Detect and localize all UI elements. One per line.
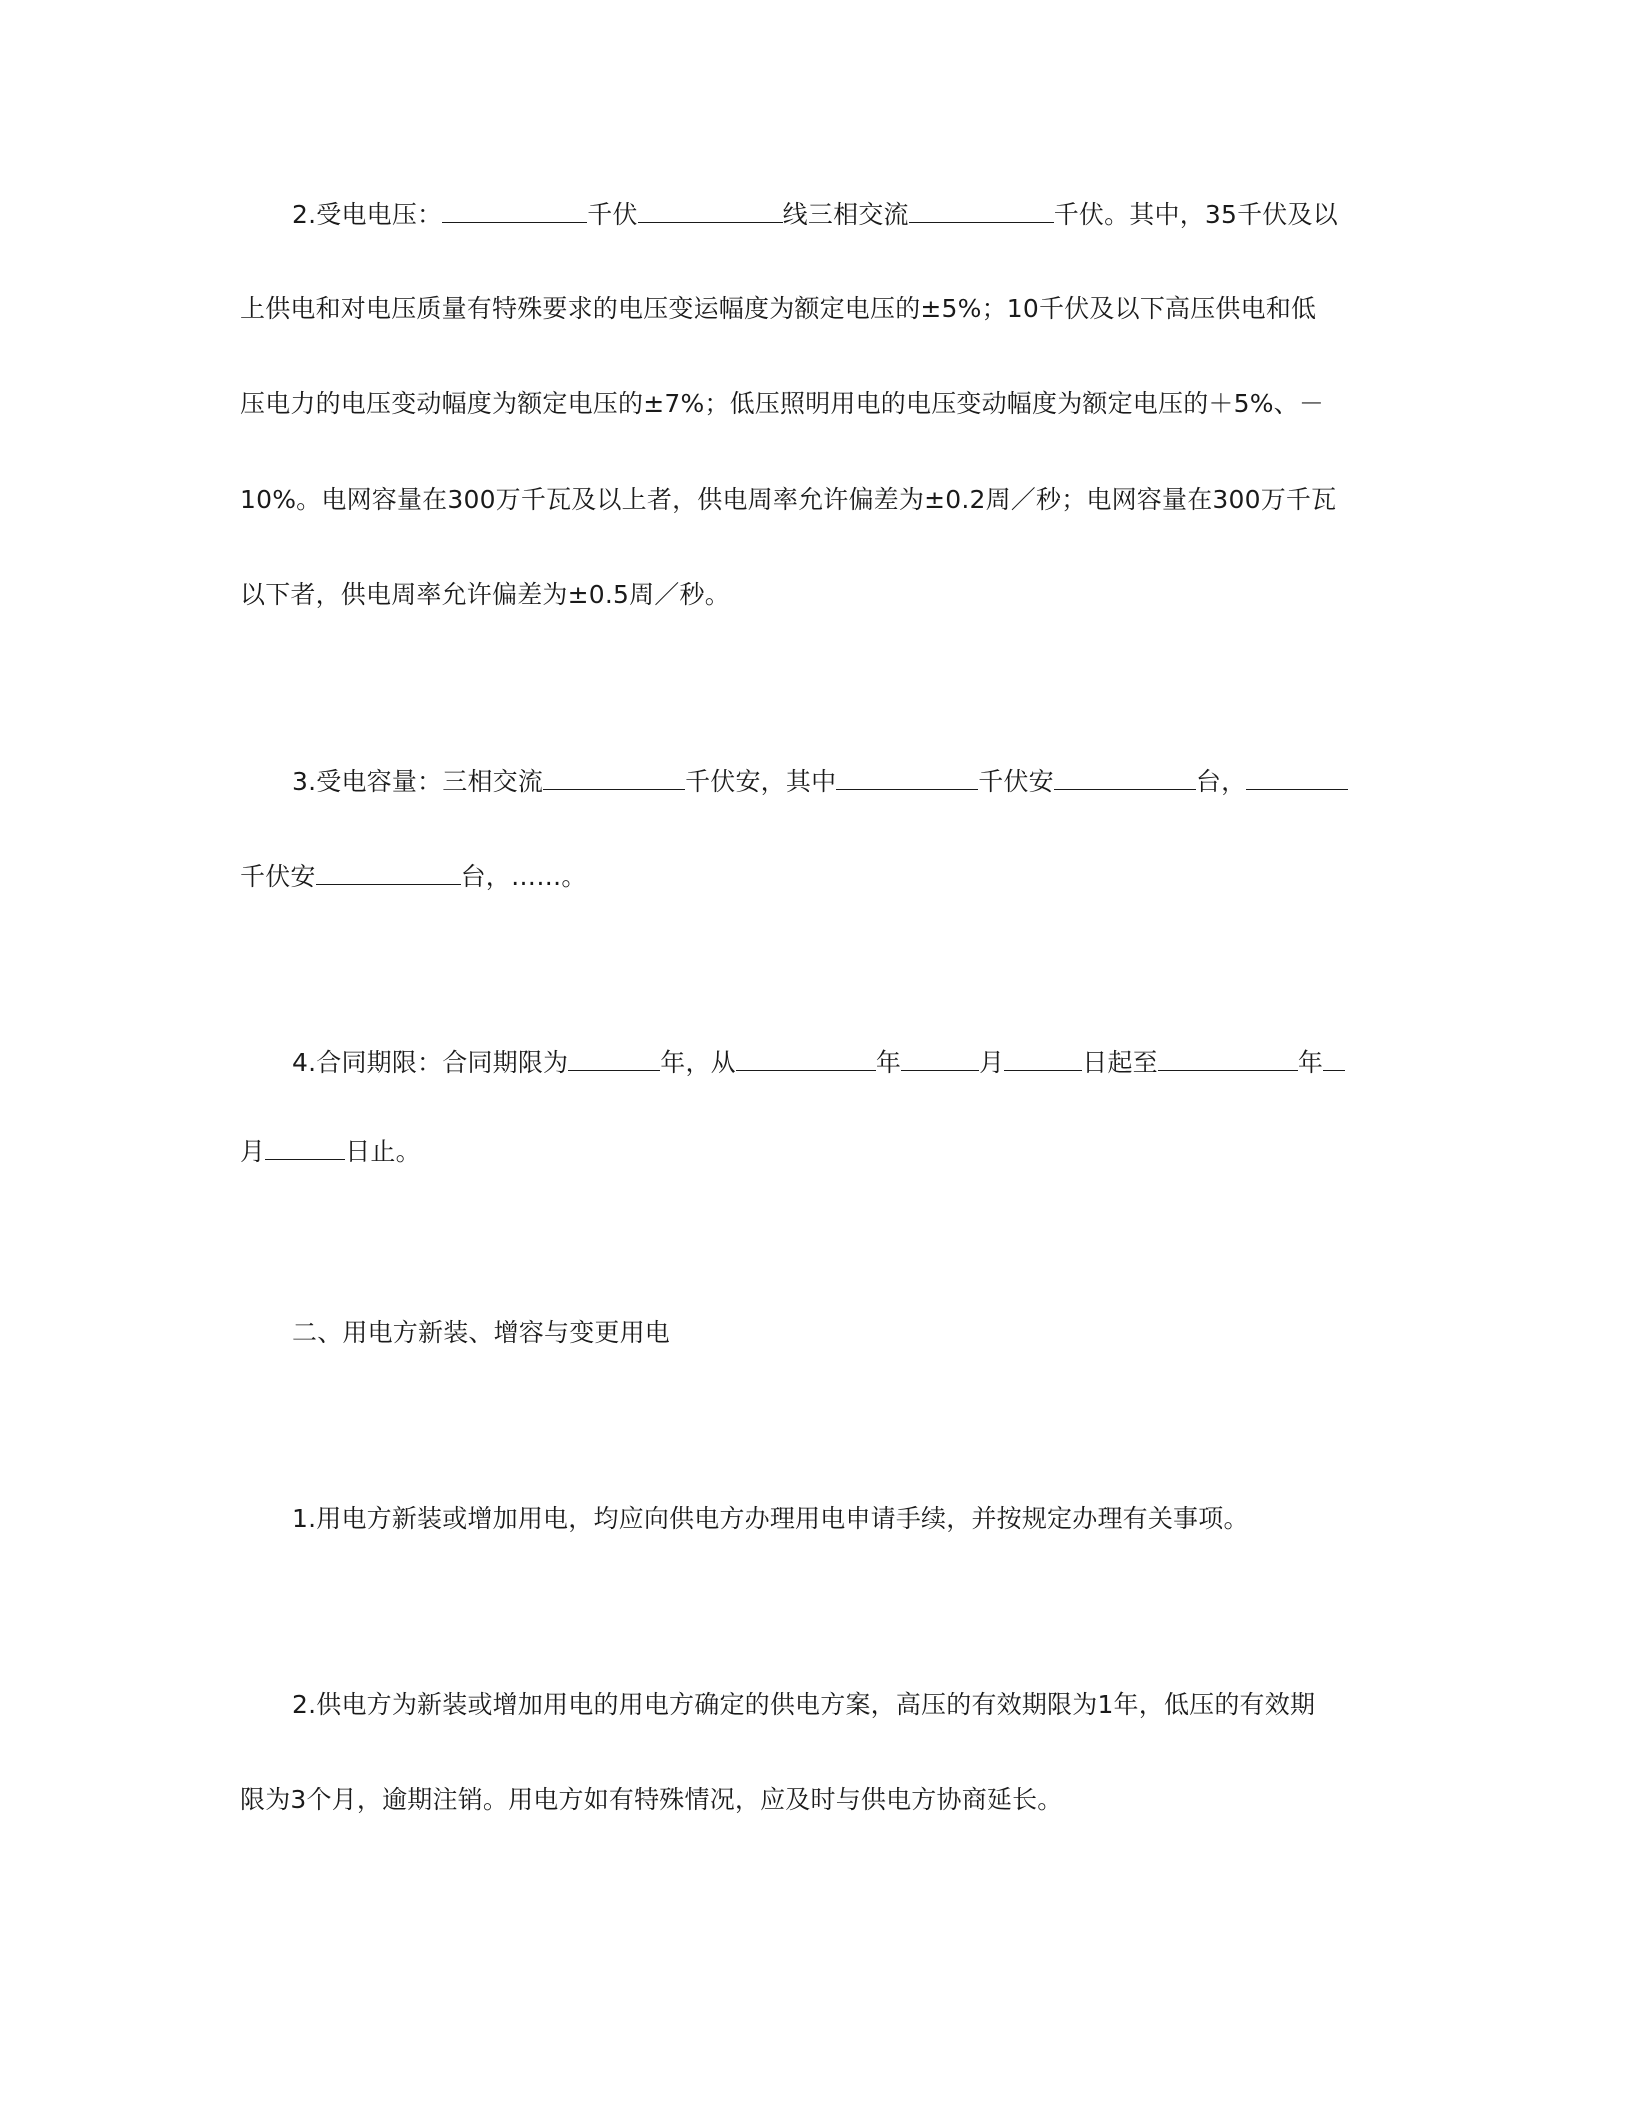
term-text-5: 年: [1297, 1048, 1324, 1077]
voltage-clause-line-2: 上供电和对电压质量有特殊要求的电压变运幅度为额定电压的±5%；10千伏及以下高压供电和低: [240, 294, 1317, 323]
voltage-clause-line-5: 以下者，供电周率允许偏差为±0.5周／秒。: [240, 580, 730, 609]
capacity-text-5: 台，……。: [460, 862, 587, 891]
capacity-blank-3[interactable]: [1054, 763, 1196, 790]
capacity-clause-line-1: [292, 763, 1348, 799]
term-blank-start-month[interactable]: [901, 1044, 979, 1071]
voltage-text-2: 线三相交流: [782, 200, 909, 229]
term-clause-label: 4.合同期限：合同期限为: [292, 1048, 569, 1077]
capacity-text-2: 千伏安: [978, 767, 1054, 796]
capacity-clause-line-2: [240, 858, 587, 894]
term-text-4: 日起至: [1082, 1048, 1158, 1077]
term-text-2: 年: [875, 1048, 902, 1077]
voltage-clause-line-3: 压电力的电压变动幅度为额定电压的±7%；低压照明用电的电压变动幅度为额定电压的＋5%、－: [240, 389, 1325, 418]
capacity-blank-4[interactable]: [1246, 763, 1348, 790]
term-blank-end-month[interactable]: [1323, 1044, 1345, 1071]
capacity-blank-1[interactable]: [543, 763, 685, 790]
term-blank-start-day[interactable]: [1004, 1044, 1082, 1071]
term-text-3: 月: [979, 1048, 1005, 1077]
section-2-heading: 二、用电方新装、增容与变更用电: [292, 1318, 671, 1347]
term-clause-line-1: [292, 1044, 1345, 1080]
voltage-text-3: 千伏。其中，35千伏及以: [1053, 200, 1338, 229]
term-text-6: 月: [240, 1137, 266, 1166]
capacity-clause-label: 3.受电容量：三相交流: [292, 767, 544, 796]
voltage-clause-label: 2.受电电压：: [292, 200, 443, 229]
term-blank-end-year[interactable]: [1158, 1044, 1298, 1071]
capacity-blank-2[interactable]: [836, 763, 978, 790]
term-blank-years[interactable]: [568, 1044, 660, 1071]
term-blank-start-year[interactable]: [736, 1044, 876, 1071]
term-text-7: 日止。: [345, 1137, 421, 1166]
term-text-1: 年，从: [660, 1048, 736, 1077]
voltage-blank-1[interactable]: [442, 196, 587, 223]
voltage-text-1: 千伏: [587, 200, 638, 229]
section-2-item-1: 1.用电方新装或增加用电，均应向供电方办理用电申请手续，并按规定办理有关事项。: [292, 1504, 1249, 1533]
capacity-text-4: 千伏安: [240, 862, 316, 891]
term-blank-end-day[interactable]: [265, 1133, 345, 1160]
voltage-clause-line-4: 10%。电网容量在300万千瓦及以上者，供电周率允许偏差为±0.2周／秒；电网容量在300万千瓦: [240, 485, 1337, 514]
capacity-text-3: 台，: [1195, 767, 1247, 796]
capacity-blank-5[interactable]: [316, 858, 461, 885]
voltage-blank-2[interactable]: [638, 196, 783, 223]
capacity-text-1: 千伏安，其中: [685, 767, 837, 796]
term-clause-line-2: [240, 1133, 421, 1169]
voltage-clause-line-1: [292, 196, 1338, 232]
voltage-blank-3[interactable]: [909, 196, 1054, 223]
section-2-item-2-line-2: 限为3个月，逾期注销。用电方如有特殊情况，应及时与供电方协商延长。: [240, 1785, 1063, 1814]
section-2-item-2-line-1: 2.供电方为新装或增加用电的用电方确定的供电方案，高压的有效期限为1年，低压的有效期: [292, 1690, 1316, 1719]
